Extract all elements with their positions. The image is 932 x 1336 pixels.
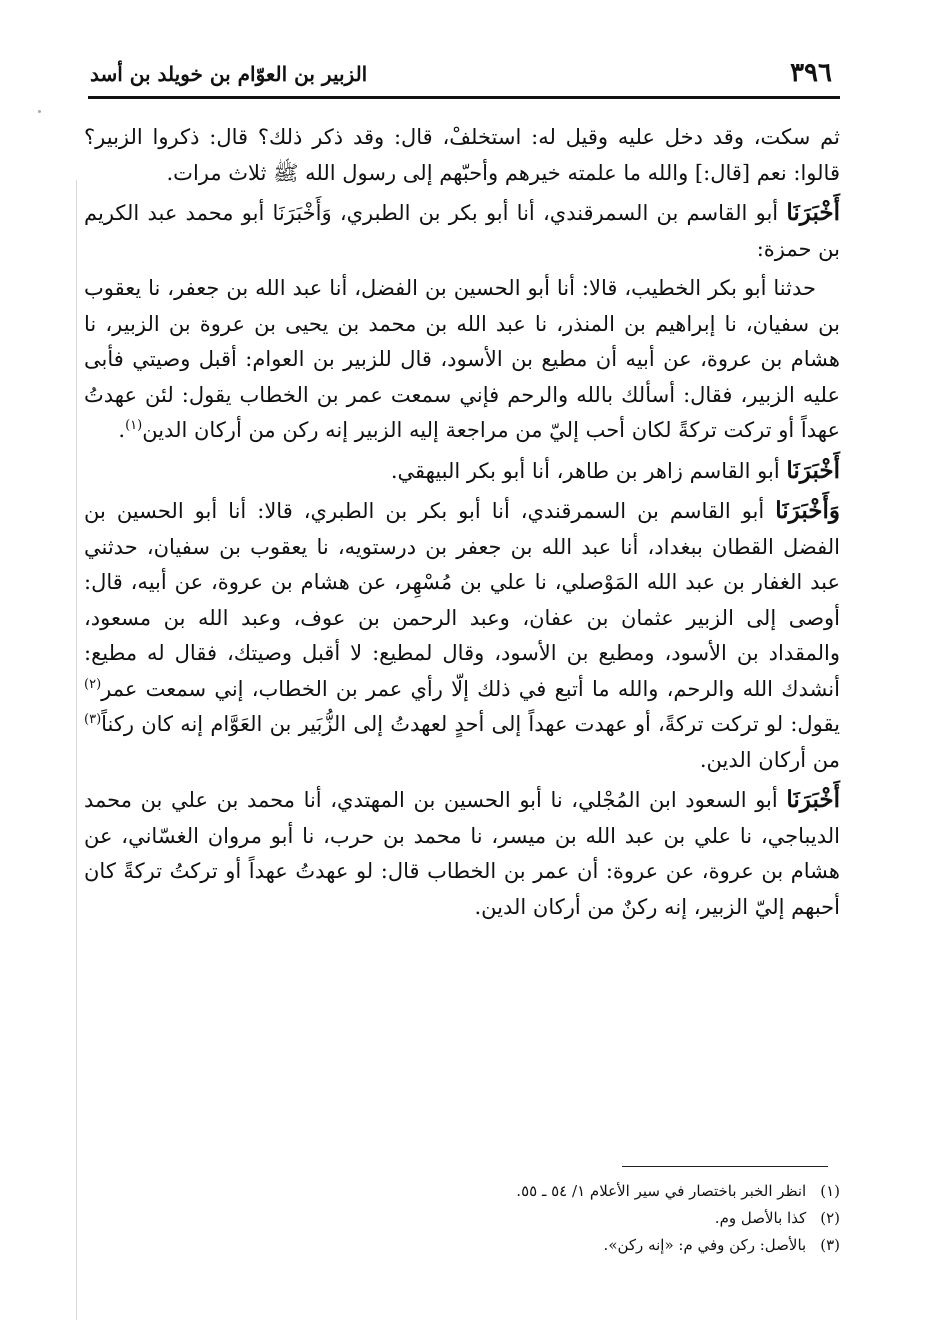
paragraph-text-continued: يقول: لو تركت تركةً، أو عهدت عهداً إلى أحدٍ لعهدتُ إلى الزُّبَير بن العَوَّام إنه كان ركناً [101, 712, 840, 736]
paragraph-4 [84, 453, 840, 490]
footnote-2 [300, 1205, 840, 1232]
running-title: الزبير بن العوّام بن خويلد بن أسد [90, 62, 368, 86]
footnote-separator [622, 1166, 828, 1167]
footnote-ref-2[interactable]: (٢) [84, 676, 102, 692]
footnote-number: (٢) [820, 1209, 840, 1227]
paragraph-text: أبو القاسم زاهر بن طاهر، أنا أبو بكر البيهقي. [390, 458, 787, 483]
footnote-number: (٣) [820, 1236, 840, 1254]
isnad-keyword: وَأَخْبَرَنَا [775, 497, 840, 524]
footnote-text: انظر الخبر باختصار في سير الأعلام ١/ ٥٤ ـ ٥٥. [516, 1182, 807, 1200]
page-number: ٣٩٦ [790, 58, 832, 88]
isnad-keyword: أَخْبَرَنَا [786, 199, 840, 226]
isnad-keyword: أَخْبَرَنَا [786, 786, 840, 813]
paragraph-text: ثم سكت، وقد دخل عليه وقيل له: استخلفْ، قال: وقد ذكر ذلك؟ قال: ذكروا الزبير؟ قالوا: نعم [قال:] والله ما علمته خيرهم وأحبّهم إلى رسول الله ﷺ ثلاث مرات. [84, 125, 840, 185]
scan-speck [38, 110, 41, 113]
footnote-text: كذا بالأصل وم. [714, 1209, 807, 1227]
footnote-number: (١) [820, 1182, 840, 1200]
footnote-3 [300, 1232, 840, 1259]
footnote-ref-1[interactable]: (١) [125, 418, 143, 433]
footnote-1 [300, 1178, 840, 1205]
footnote-ref-3[interactable]: (٣) [84, 712, 102, 727]
paragraph-1 [84, 120, 840, 191]
page-header [88, 54, 840, 98]
paragraph-text: أبو السعود ابن المُجْلي، نا أبو الحسين بن المهتدي، أنا محمد بن علي بن محمد الديباجي، نا علي بن عبد الله بن ميسر، نا محمد بن حرب، نا أبو مروان الغسّاني، عن هشام بن عروة، عن عروة: أن عمر بن الخطاب قال: لو عهدتُ عهداً أو تركتُ تركةً كان أحبهم إليّ الزبير، إنه ركنٌ من أركان الدين. [84, 788, 840, 919]
paragraph-5 [84, 493, 840, 778]
paragraph-tail: من أركان الدين. [699, 747, 840, 772]
paragraph-3 [84, 271, 840, 449]
main-text [84, 120, 840, 929]
paragraph-text: أبو القاسم بن السمرقندي، أنا أبو بكر بن الطبري، وَأَخْبَرَنَا أبو محمد عبد الكريم بن حمزة: [84, 201, 840, 261]
paragraph-text: أبو القاسم بن السمرقندي، أنا أبو بكر بن الطبري، قالا: أنا أبو الحسين بن الفضل القطان ببغداد، أنا عبد الله بن جعفر بن درستويه، نا يعقوب بن سفيان، حدثني عبد الغفار بن عبد الله المَوْصلي، نا علي بن مُسْهِر، عن هشام بن عروة، عن أبيه، قال: أوصى إلى الزبير عثمان بن عفان، وعبد الرحمن بن عوف، وعبد الله بن مسعود، والمقداد بن الأسود، ومطيع بن الأسود، وقال لمطيع: لا أقبل وصيتك، فقال له مطيع: أنشدك الله والرحم، والله ما أتبع في ذلك إلّا رأي عمر بن الخطاب، إني سمعت عمر [84, 499, 840, 701]
paragraph-6 [84, 782, 840, 925]
isnad-keyword: أَخْبَرَنَا [786, 456, 840, 484]
header-rule [88, 96, 840, 99]
footnotes [300, 1178, 840, 1259]
paragraph-tail: . [118, 418, 126, 442]
paragraph-text: حدثنا أبو بكر الخطيب، قالا: أنا أبو الحسين بن الفضل، أنا عبد الله بن جعفر، نا يعقوب بن سفيان، نا إبراهيم بن المنذر، نا عبد الله بن محمد بن يحيى بن عروة بن الزبير، نا هشام بن عروة، عن أبيه أن مطيع بن الأسود، قال للزبير بن العوام: أقبل وصيتي فأبى عليه الزبير، فقال: أسألك بالله والرحم فإني سمعت عمر بن الخطاب يقول: لئن عهدتُ عهداً أو تركت تركةً لكان أحب إليّ من مراجعة إليه الزبير إنه ركن من أركان الدين [84, 276, 841, 442]
footnote-text: بالأصل: ركن وفي م: «إنه ركن». [603, 1236, 807, 1254]
scan-edge-line [76, 180, 77, 1320]
paragraph-2 [84, 195, 840, 267]
